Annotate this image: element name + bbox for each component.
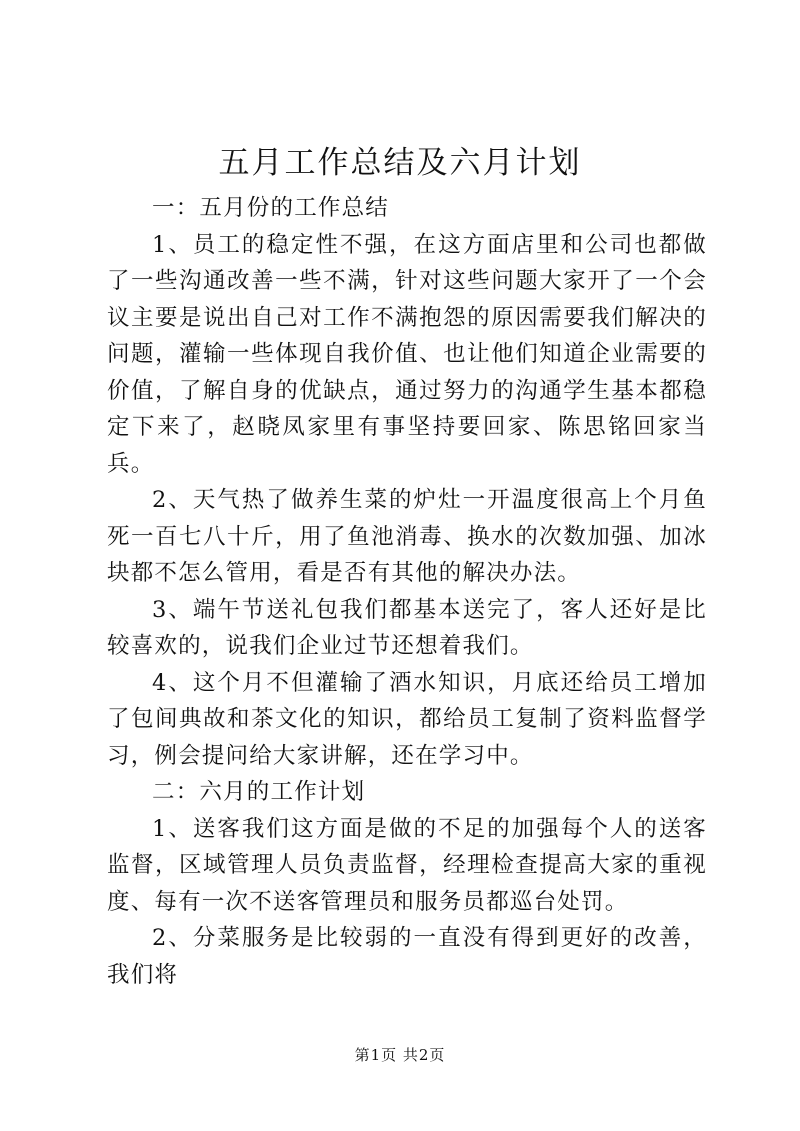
paragraph-training-knowledge: 4、这个月不但灌输了酒水知识，月底还给员工增加了包间典故和茶文化的知识，都给员工复制了资料监督学习，例会提问给大家讲解，还在学习中。 [107,669,707,769]
page-footer: 第1页 共2页 [354,1046,446,1064]
document-body [107,190,707,993]
paragraph-guest-sendoff: 1、送客我们这方面是做的不足的加强每个人的送客监督，区域管理人员负责监督，经理检查提高大家的重视度、每有一次不送客管理员和服务员都巡台处罚。 [107,815,707,915]
paragraph-dragon-boat-gifts: 3、端午节送礼包我们都基本送完了，客人还好是比较喜欢的，说我们企业过节还想着我们。 [107,596,707,659]
paragraph-fish-stove-heat: 2、天气热了做养生菜的炉灶一开温度很高上个月鱼死一百七八十斤，用了鱼池消毒、换水的次数加强、加冰块都不怎么管用，看是否有其他的解决办法。 [107,487,707,586]
section-heading-may-summary: 一：五月份的工作总结 [152,195,390,221]
paragraph-dish-serving: 2、分菜服务是比较弱的一直没有得到更好的改善，我们将 [107,925,707,988]
section-heading-june-plan: 二：六月的工作计划 [152,779,366,805]
document-title: 五月工作总结及六月计划 [218,145,582,181]
paragraph-staff-stability: 1、员工的稳定性不强，在这方面店里和公司也都做了一些沟通改善一些不满，针对这些问题大家开了一个会议主要是说出自己对工作不满抱怨的原因需要我们解决的问题，灌输一些体现自我价值、也让他们知道企业需要的价值，了解自身的优缺点，通过努力的沟通学生基本都稳定下来了，赵晓凤家里有事坚持要回家、陈思铭回家当兵。 [107,231,707,477]
